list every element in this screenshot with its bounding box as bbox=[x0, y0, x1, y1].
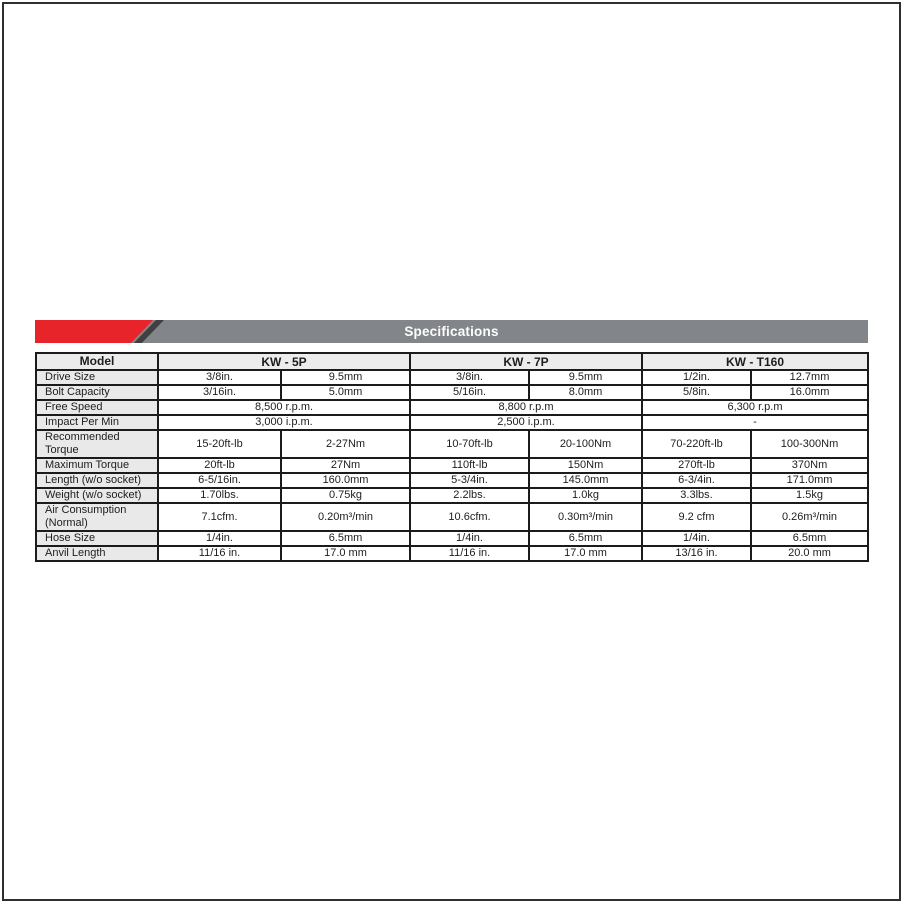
row-label: Hose Size bbox=[36, 531, 158, 546]
value-cell: 9.2 cfm bbox=[642, 503, 751, 531]
value-cell: 5-3/4in. bbox=[410, 473, 529, 488]
value-cell: 5/8in. bbox=[642, 385, 751, 400]
value-cell: 6.5mm bbox=[529, 531, 642, 546]
value-cell: 12.7mm bbox=[751, 370, 868, 385]
value-cell: 27Nm bbox=[281, 458, 410, 473]
value-cell: 3,000 i.p.m. bbox=[158, 415, 410, 430]
value-cell: 3.3lbs. bbox=[642, 488, 751, 503]
row-label: Free Speed bbox=[36, 400, 158, 415]
value-cell: 1.5kg bbox=[751, 488, 868, 503]
table-row bbox=[36, 385, 868, 400]
value-cell: 3/16in. bbox=[158, 385, 281, 400]
value-cell: 1.70lbs. bbox=[158, 488, 281, 503]
row-label: Recommended Torque bbox=[36, 430, 158, 458]
value-cell: 2,500 i.p.m. bbox=[410, 415, 642, 430]
value-cell: 1/4in. bbox=[642, 531, 751, 546]
table-row bbox=[36, 488, 868, 503]
row-label: Impact Per Min bbox=[36, 415, 158, 430]
value-cell: 6.5mm bbox=[281, 531, 410, 546]
value-cell: 8,500 r.p.m. bbox=[158, 400, 410, 415]
spec-table-body bbox=[36, 353, 868, 561]
value-cell: 15-20ft-lb bbox=[158, 430, 281, 458]
table-row bbox=[36, 400, 868, 415]
table-row bbox=[36, 503, 868, 531]
specifications-title: Specifications bbox=[404, 324, 499, 339]
row-label: Drive Size bbox=[36, 370, 158, 385]
value-cell: 20-100Nm bbox=[529, 430, 642, 458]
value-cell: 5.0mm bbox=[281, 385, 410, 400]
row-label: Weight (w/o socket) bbox=[36, 488, 158, 503]
value-cell: 110ft-lb bbox=[410, 458, 529, 473]
value-cell: 150Nm bbox=[529, 458, 642, 473]
value-cell: 0.75kg bbox=[281, 488, 410, 503]
table-row bbox=[36, 370, 868, 385]
value-cell: 171.0mm bbox=[751, 473, 868, 488]
model-header-label: Model bbox=[36, 353, 158, 370]
value-cell: 7.1cfm. bbox=[158, 503, 281, 531]
value-cell: 5/16in. bbox=[410, 385, 529, 400]
spec-table bbox=[35, 352, 869, 562]
value-cell: 13/16 in. bbox=[642, 546, 751, 561]
value-cell: 270ft-lb bbox=[642, 458, 751, 473]
value-cell: 11/16 in. bbox=[410, 546, 529, 561]
value-cell: 11/16 in. bbox=[158, 546, 281, 561]
value-cell: 1/4in. bbox=[158, 531, 281, 546]
value-cell: 6-3/4in. bbox=[642, 473, 751, 488]
value-cell: 8.0mm bbox=[529, 385, 642, 400]
value-cell: 6,300 r.p.m bbox=[642, 400, 868, 415]
value-cell: 2-27Nm bbox=[281, 430, 410, 458]
table-row bbox=[36, 473, 868, 488]
value-cell: 0.26m³/min bbox=[751, 503, 868, 531]
value-cell: 3/8in. bbox=[158, 370, 281, 385]
value-cell: 10-70ft-lb bbox=[410, 430, 529, 458]
value-cell: 370Nm bbox=[751, 458, 868, 473]
value-cell: 10.6cfm. bbox=[410, 503, 529, 531]
table-row bbox=[36, 546, 868, 561]
model-header-row bbox=[36, 353, 868, 370]
value-cell: 6.5mm bbox=[751, 531, 868, 546]
value-cell: 1.0kg bbox=[529, 488, 642, 503]
value-cell: 0.20m³/min bbox=[281, 503, 410, 531]
value-cell: 1/4in. bbox=[410, 531, 529, 546]
value-cell: 9.5mm bbox=[529, 370, 642, 385]
model-header-kw5p: KW - 5P bbox=[158, 353, 410, 370]
row-label: Anvil Length bbox=[36, 546, 158, 561]
value-cell: 160.0mm bbox=[281, 473, 410, 488]
value-cell: 8,800 r.p.m bbox=[410, 400, 642, 415]
row-label: Bolt Capacity bbox=[36, 385, 158, 400]
row-label: Air Consumption (Normal) bbox=[36, 503, 158, 531]
row-label: Maximum Torque bbox=[36, 458, 158, 473]
value-cell: 2.2lbs. bbox=[410, 488, 529, 503]
value-cell: 9.5mm bbox=[281, 370, 410, 385]
value-cell: 100-300Nm bbox=[751, 430, 868, 458]
value-cell: 17.0 mm bbox=[281, 546, 410, 561]
table-row bbox=[36, 415, 868, 430]
table-row bbox=[36, 458, 868, 473]
row-label: Length (w/o socket) bbox=[36, 473, 158, 488]
value-cell: 6-5/16in. bbox=[158, 473, 281, 488]
value-cell: - bbox=[642, 415, 868, 430]
value-cell: 17.0 mm bbox=[529, 546, 642, 561]
value-cell: 20.0 mm bbox=[751, 546, 868, 561]
specifications-bar bbox=[35, 320, 868, 343]
table-row bbox=[36, 531, 868, 546]
value-cell: 70-220ft-lb bbox=[642, 430, 751, 458]
value-cell: 1/2in. bbox=[642, 370, 751, 385]
value-cell: 20ft-lb bbox=[158, 458, 281, 473]
table-row bbox=[36, 430, 868, 458]
model-header-kwt160: KW - T160 bbox=[642, 353, 868, 370]
model-header-kw7p: KW - 7P bbox=[410, 353, 642, 370]
value-cell: 3/8in. bbox=[410, 370, 529, 385]
value-cell: 0.30m³/min bbox=[529, 503, 642, 531]
value-cell: 145.0mm bbox=[529, 473, 642, 488]
value-cell: 16.0mm bbox=[751, 385, 868, 400]
